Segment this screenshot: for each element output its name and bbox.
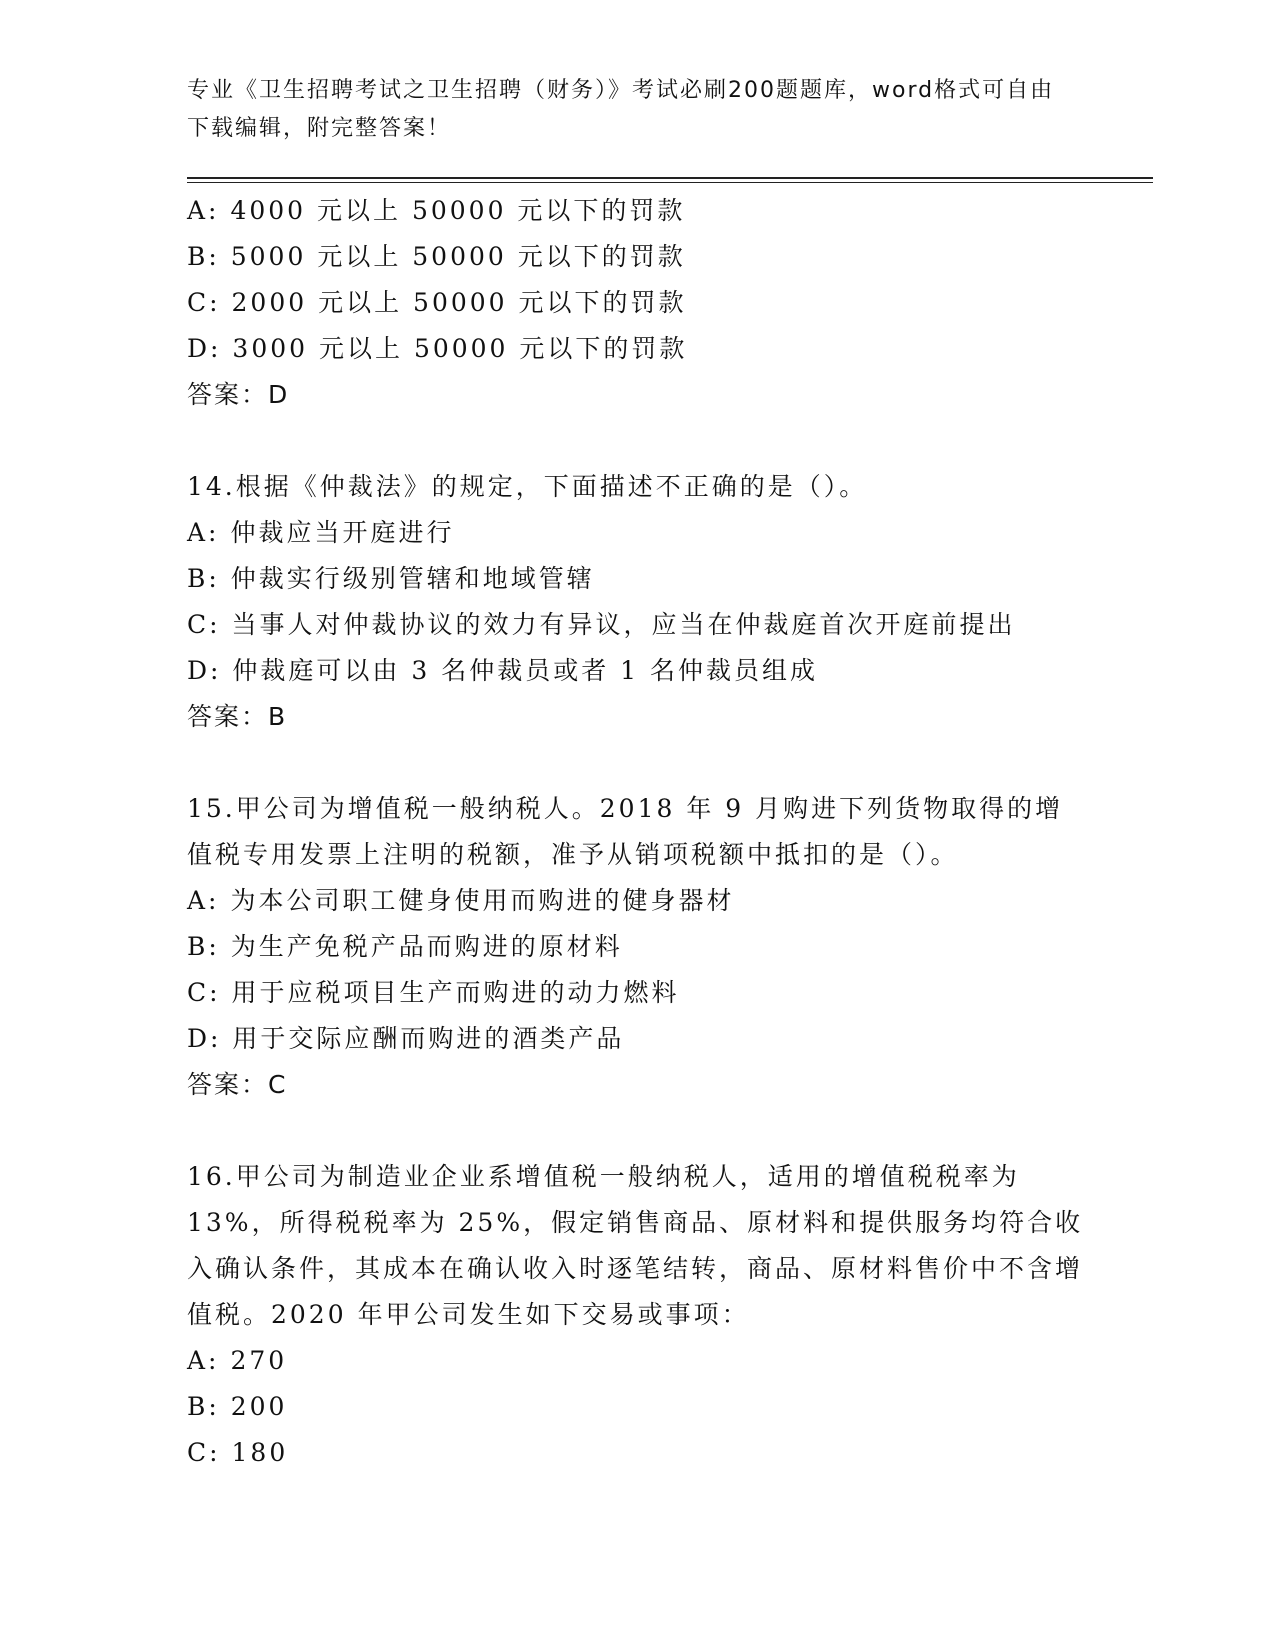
option-c: C: 180 (187, 1438, 289, 1467)
answer: 答案：D (187, 380, 290, 409)
option-b: B: 仲裁实行级别管辖和地域管辖 (187, 564, 595, 593)
option-c: C: 当事人对仲裁协议的效力有异议，应当在仲裁庭首次开庭前提出 (187, 610, 1016, 639)
question-stem: 15.甲公司为增值税一般纳税人。2018 年 9 月购进下列货物取得的增值税专用发票上注明的税额，准予从销项税额中抵扣的是（）。 (187, 794, 1064, 869)
option-d: D: 用于交际应酬而购进的酒类产品 (187, 1024, 625, 1053)
option-a: A: 仲裁应当开庭进行 (187, 518, 455, 547)
option-a: A: 4000 元以上 50000 元以下的罚款 (187, 196, 686, 225)
option-a: A: 为本公司职工健身使用而购进的健身器材 (187, 886, 735, 915)
question-15 (187, 786, 1087, 1108)
header-rule-thin (187, 182, 1153, 183)
option-b: B: 200 (187, 1392, 288, 1421)
question-stem: 16.甲公司为制造业企业系增值税一般纳税人，适用的增值税税率为 13%，所得税税率为 25%，假定销售商品、原材料和提供服务均符合收入确认条件，其成本在确认收入时逐笔结转，商品、原材料售价中不含增值税。2020 年甲公司发生如下交易或事项： (187, 1162, 1084, 1329)
option-a: A: 270 (187, 1346, 288, 1375)
document-header: 专业《卫生招聘考试之卫生招聘（财务）》考试必刷200题题库，word格式可自由下载编辑，附完整答案！ (187, 78, 1055, 141)
question-14 (187, 464, 1087, 740)
option-b: B: 为生产免税产品而购进的原材料 (187, 932, 623, 961)
header-rule-thick (187, 177, 1153, 179)
option-c: C: 2000 元以上 50000 元以下的罚款 (187, 288, 687, 317)
option-d: D: 3000 元以上 50000 元以下的罚款 (187, 334, 688, 363)
question-13 (187, 188, 1087, 418)
answer: 答案：C (187, 1070, 288, 1099)
option-b: B: 5000 元以上 50000 元以下的罚款 (187, 242, 686, 271)
question-16 (187, 1154, 1087, 1476)
option-d: D: 仲裁庭可以由 3 名仲裁员或者 1 名仲裁员组成 (187, 656, 819, 685)
option-c: C: 用于应税项目生产而购进的动力燃料 (187, 978, 680, 1007)
answer: 答案：B (187, 702, 288, 731)
question-list (187, 188, 1087, 1476)
question-stem: 14.根据《仲裁法》的规定，下面描述不正确的是（）。 (187, 472, 868, 501)
